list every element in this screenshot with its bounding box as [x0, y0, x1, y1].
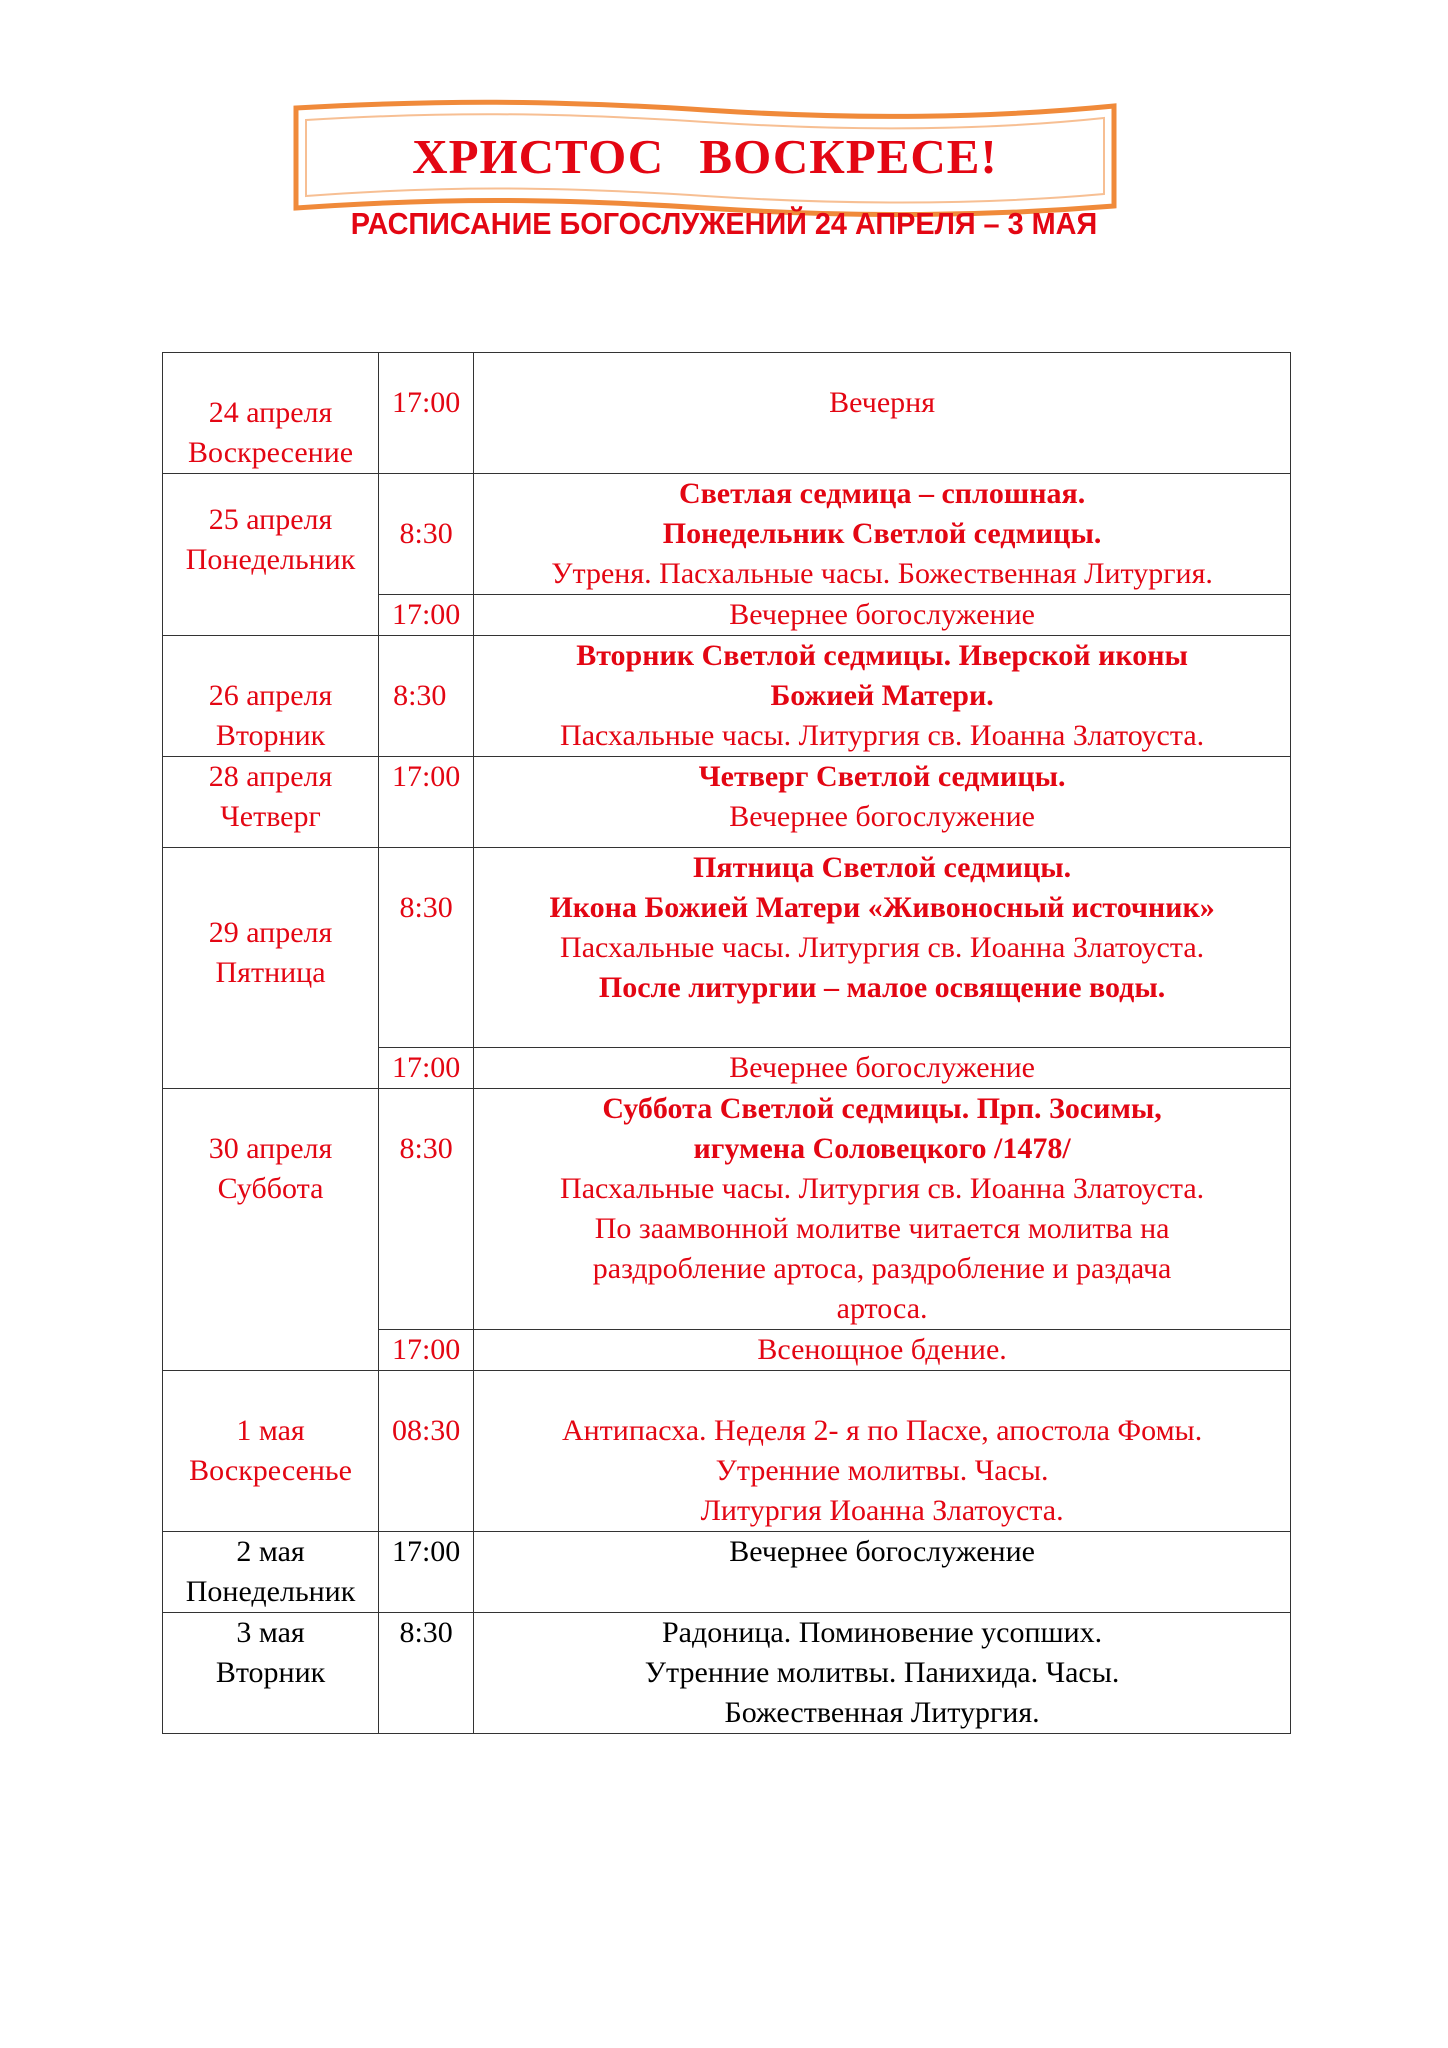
schedule-table — [162, 352, 1291, 1734]
weekday-label: Понедельник — [185, 1575, 356, 1608]
service-line: артоса. — [836, 1292, 928, 1325]
date-label: 1 мая — [236, 1414, 305, 1447]
date-cell — [163, 1089, 379, 1371]
service-line: Пасхальные часы. Литургия св. Иоанна Златоуста. — [560, 1172, 1205, 1205]
weekday-label: Вторник — [215, 1656, 326, 1689]
weekday-label: Четверг — [220, 800, 321, 833]
time-cell: 8:30 — [379, 1089, 474, 1330]
service-line: Пятница Светлой седмицы. — [693, 851, 1072, 884]
service-line: Божией Матери. — [770, 679, 994, 712]
date-label: 3 мая — [236, 1616, 305, 1649]
time-cell: 17:00 — [379, 353, 474, 474]
time-cell: 8:30 — [379, 636, 474, 757]
service-line: Вечерня — [829, 386, 936, 419]
time-cell: 17:00 — [379, 1048, 474, 1089]
table-row — [163, 636, 1291, 757]
service-cell — [474, 1532, 1291, 1613]
service-cell — [474, 848, 1291, 1048]
date-cell — [163, 353, 379, 474]
weekday-label: Воскресенье — [189, 1454, 352, 1487]
date-label: 28 апреля — [208, 760, 333, 793]
date-label: 29 апреля — [208, 916, 333, 949]
table-row — [163, 1613, 1291, 1734]
weekday-label: Пятница — [215, 956, 326, 989]
service-cell — [474, 353, 1291, 474]
weekday-label: Суббота — [217, 1172, 324, 1205]
page-title: ХРИСТОС ВОСКРЕСЕ! — [412, 129, 998, 184]
service-line: Светлая седмица – сплошная. — [678, 477, 1086, 510]
service-line: раздробление артоса, раздробление и раздача — [592, 1252, 1172, 1285]
time-cell: 8:30 — [379, 1613, 474, 1734]
service-cell — [474, 474, 1291, 595]
date-cell — [163, 1532, 379, 1613]
service-cell — [474, 1613, 1291, 1734]
service-cell — [474, 636, 1291, 757]
service-cell: Вечернее богослужение — [474, 1048, 1291, 1089]
date-label: 2 мая — [236, 1535, 305, 1568]
service-line: Суббота Светлой седмицы. Прп. Зосимы, — [602, 1092, 1162, 1125]
service-cell — [474, 1089, 1291, 1330]
time-cell: 8:30 — [379, 474, 474, 595]
service-line: Радоница. Поминовение усопших. — [662, 1616, 1103, 1649]
title-banner — [290, 98, 1120, 218]
table-row — [163, 1371, 1291, 1532]
table-row — [163, 1089, 1291, 1330]
date-cell — [163, 636, 379, 757]
time-cell: 17:00 — [379, 757, 474, 848]
table-row — [163, 1532, 1291, 1613]
table-row — [163, 757, 1291, 848]
table-row — [163, 353, 1291, 474]
service-line: После литургии – малое освящение воды. — [598, 971, 1166, 1004]
time-cell: 17:00 — [379, 1330, 474, 1371]
weekday-label: Понедельник — [185, 542, 356, 576]
service-line: Вечернее богослужение — [729, 1535, 1035, 1568]
service-line: игумена Соловецкого /1478/ — [693, 1132, 1071, 1165]
weekday-label: Воскресение — [187, 436, 354, 469]
service-cell: Всенощное бдение. — [474, 1330, 1291, 1371]
service-line: Божественная Литургия. — [724, 1696, 1040, 1729]
time-cell: 8:30 — [379, 848, 474, 1048]
service-line: Вечернее богослужение — [729, 800, 1035, 833]
service-line: Пасхальные часы. Литургия св. Иоанна Златоуста. — [560, 719, 1205, 752]
service-line: Антипасха. Неделя 2- я по Пасхе, апостола Фомы. — [561, 1414, 1203, 1447]
date-cell — [163, 1613, 379, 1734]
schedule-subtitle: РАСПИСАНИЕ БОГОСЛУЖЕНИЙ 24 АПРЕЛЯ – 3 МАЯ — [350, 206, 1098, 241]
service-line: Литургия Иоанна Златоуста. — [700, 1494, 1064, 1527]
date-label: 24 апреля — [208, 396, 333, 429]
time-cell: 17:00 — [379, 1532, 474, 1613]
date-cell — [163, 1371, 379, 1532]
time-cell: 17:00 — [379, 595, 474, 636]
table-row — [163, 848, 1291, 1048]
service-cell — [474, 757, 1291, 848]
service-cell: Вечернее богослужение — [474, 595, 1291, 636]
service-line: Утренние молитвы. Часы. — [715, 1454, 1049, 1487]
service-cell — [474, 1371, 1291, 1532]
date-label: 30 апреля — [208, 1132, 333, 1165]
service-line: Утренние молитвы. Панихида. Часы. — [644, 1656, 1120, 1689]
date-cell — [163, 757, 379, 848]
service-line: Четверг Светлой седмицы. — [698, 760, 1066, 793]
date-label: 25 апреля — [208, 502, 333, 536]
service-line: По заамвонной молитве читается молитва на — [594, 1212, 1170, 1245]
service-line: Понедельник Светлой седмицы. — [662, 517, 1102, 550]
date-cell — [163, 474, 379, 636]
service-line: Вторник Светлой седмицы. Иверской иконы — [576, 639, 1188, 672]
date-cell — [163, 848, 379, 1089]
service-line: Икона Божией Матери «Живоносный источник» — [549, 891, 1215, 924]
table-row — [163, 474, 1291, 595]
service-line: Пасхальные часы. Литургия св. Иоанна Златоуста. — [560, 931, 1205, 964]
time-cell: 08:30 — [379, 1371, 474, 1532]
date-label: 26 апреля — [208, 679, 333, 712]
weekday-label: Вторник — [215, 719, 326, 752]
service-line: Утреня. Пасхальные часы. Божественная Литургия. — [551, 557, 1213, 590]
